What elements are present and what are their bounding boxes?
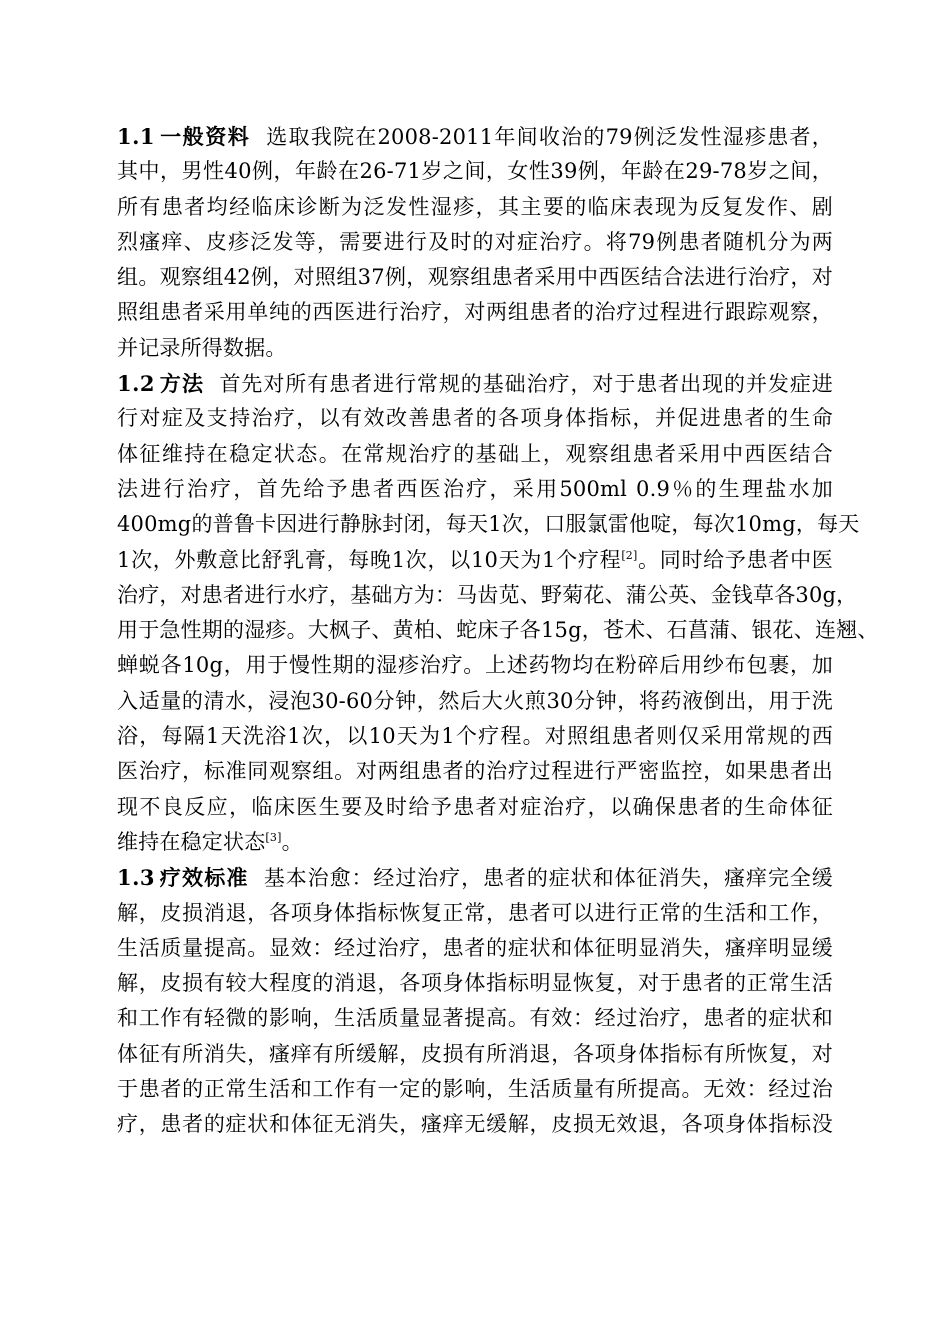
section-heading: [117, 865, 249, 890]
paragraph-line: 用于急性期的湿疹。大枫子、黄柏、蛇床子各15g，苍术、石菖蒲、银花、连翘、: [117, 618, 879, 643]
paragraph-line: 疗，患者的症状和体征无消失，瘙痒无缓解，皮损无效退，各项身体指标没: [117, 1112, 833, 1137]
paragraph-text: 。同时给予患者中医: [637, 547, 833, 572]
paragraph-line: 治疗，对患者进行水疗，基础方为：马齿苋、野菊花、蒲公英、金钱草各30g，: [117, 582, 858, 607]
section-title: 一般资料: [159, 124, 251, 149]
paragraph-line: 医治疗，标准同观察组。对两组患者的治疗过程进行严密监控，如果患者出: [117, 759, 833, 784]
paragraph-text: 基本治愈：经过治疗，患者的症状和体征消失，瘙痒完全缓: [263, 866, 833, 891]
section-1-2-line-1: [117, 366, 833, 401]
section-title: 方法: [159, 371, 205, 397]
paragraph-line: 所有患者均经临床诊断为泛发性湿疹，其主要的临床表现为反复发作、剧: [117, 194, 833, 219]
paragraph-line: 400mg的普鲁卡因进行静脉封闭，每天1次，口服氯雷他啶，每次10mg，每天: [117, 512, 860, 537]
paragraph-line: 体征维持在稳定状态。在常规治疗的基础上，观察组患者采用中西医结合: [117, 441, 833, 466]
paragraph-line: 法进行治疗，首先给予患者西医治疗，采用500ml 0.9％的生理盐水加: [117, 476, 833, 501]
section-number: 1.1: [117, 124, 156, 149]
section-1-3-line-1: [117, 860, 833, 895]
paragraph-line: 体征有所消失，瘙痒有所缓解，皮损有所消退，各项身体指标有所恢复，对: [117, 1041, 833, 1066]
paragraph-line: 解，皮损消退，各项身体指标恢复正常，患者可以进行正常的生活和工作，: [117, 900, 833, 925]
paragraph-line: 于患者的正常生活和工作有一定的影响，生活质量有所提高。无效：经过治: [117, 1077, 833, 1102]
paragraph-text: 首先对所有患者进行常规的基础治疗，对于患者出现的并发症进: [219, 372, 833, 397]
paragraph-line: 组。观察组42例，对照组37例，观察组患者采用中西医结合法进行治疗，对: [117, 265, 833, 290]
paragraph-line: 现不良反应，临床医生要及时给予患者对症治疗，以确保患者的生命体征: [117, 794, 833, 819]
paragraph-line: 烈瘙痒、皮疹泛发等，需要进行及时的对症治疗。将79例患者随机分为两: [117, 229, 833, 254]
section-1-1-line-1: [117, 119, 833, 154]
paragraph-text: 维持在稳定状态: [117, 829, 266, 854]
paragraph-line: 其中，男性40例，年龄在26-71岁之间，女性39例，年龄在29-78岁之间，: [117, 159, 833, 184]
paragraph-line: 并记录所得数据。: [117, 335, 287, 360]
paragraph-line: 行对症及支持治疗，以有效改善患者的各项身体指标，并促进患者的生命: [117, 406, 833, 431]
paragraph-line: 生活质量提高。显效：经过治疗，患者的症状和体征明显消失，瘙痒明显缓: [117, 935, 833, 960]
paragraph-line: 浴，每隔1天洗浴1次，以10天为1个疗程。对照组患者则仅采用常规的西: [117, 724, 833, 749]
paragraph-line: 蝉蜕各10g，用于慢性期的湿疹治疗。上述药物均在粉碎后用纱布包裹，加: [117, 653, 833, 678]
paragraph-text: 选取我院在2008-2011年间收治的79例泛发性湿疹患者，: [266, 125, 834, 149]
paragraph-text: 。: [281, 829, 303, 854]
section-number: 1.3: [117, 865, 156, 891]
paragraph-line: [117, 543, 833, 578]
section-heading: [117, 124, 250, 149]
paragraph-line: 解，皮损有较大程度的消退，各项身体指标明显恢复，对于患者的正常生活: [117, 971, 833, 996]
document-body: [117, 119, 879, 1143]
paragraph-line: 照组患者采用单纯的西医进行治疗，对两组患者的治疗过程进行跟踪观察，: [117, 300, 833, 325]
paragraph-text: 1次，外敷意比舒乳膏，每晚1次，以10天为1个疗程: [117, 547, 622, 572]
citation-ref: [3]: [265, 830, 282, 844]
section-heading: [117, 371, 204, 396]
citation-ref: [2]: [621, 548, 638, 562]
section-title: 疗效标准: [159, 865, 249, 891]
paragraph-line: 和工作有轻微的影响，生活质量显著提高。有效：经过治疗，患者的症状和: [117, 1006, 833, 1031]
paragraph-line: 入适量的清水，浸泡30-60分钟，然后大火煎30分钟，将药液倒出，用于洗: [117, 688, 833, 713]
section-number: 1.2: [117, 371, 156, 397]
paragraph-line: [117, 825, 833, 860]
